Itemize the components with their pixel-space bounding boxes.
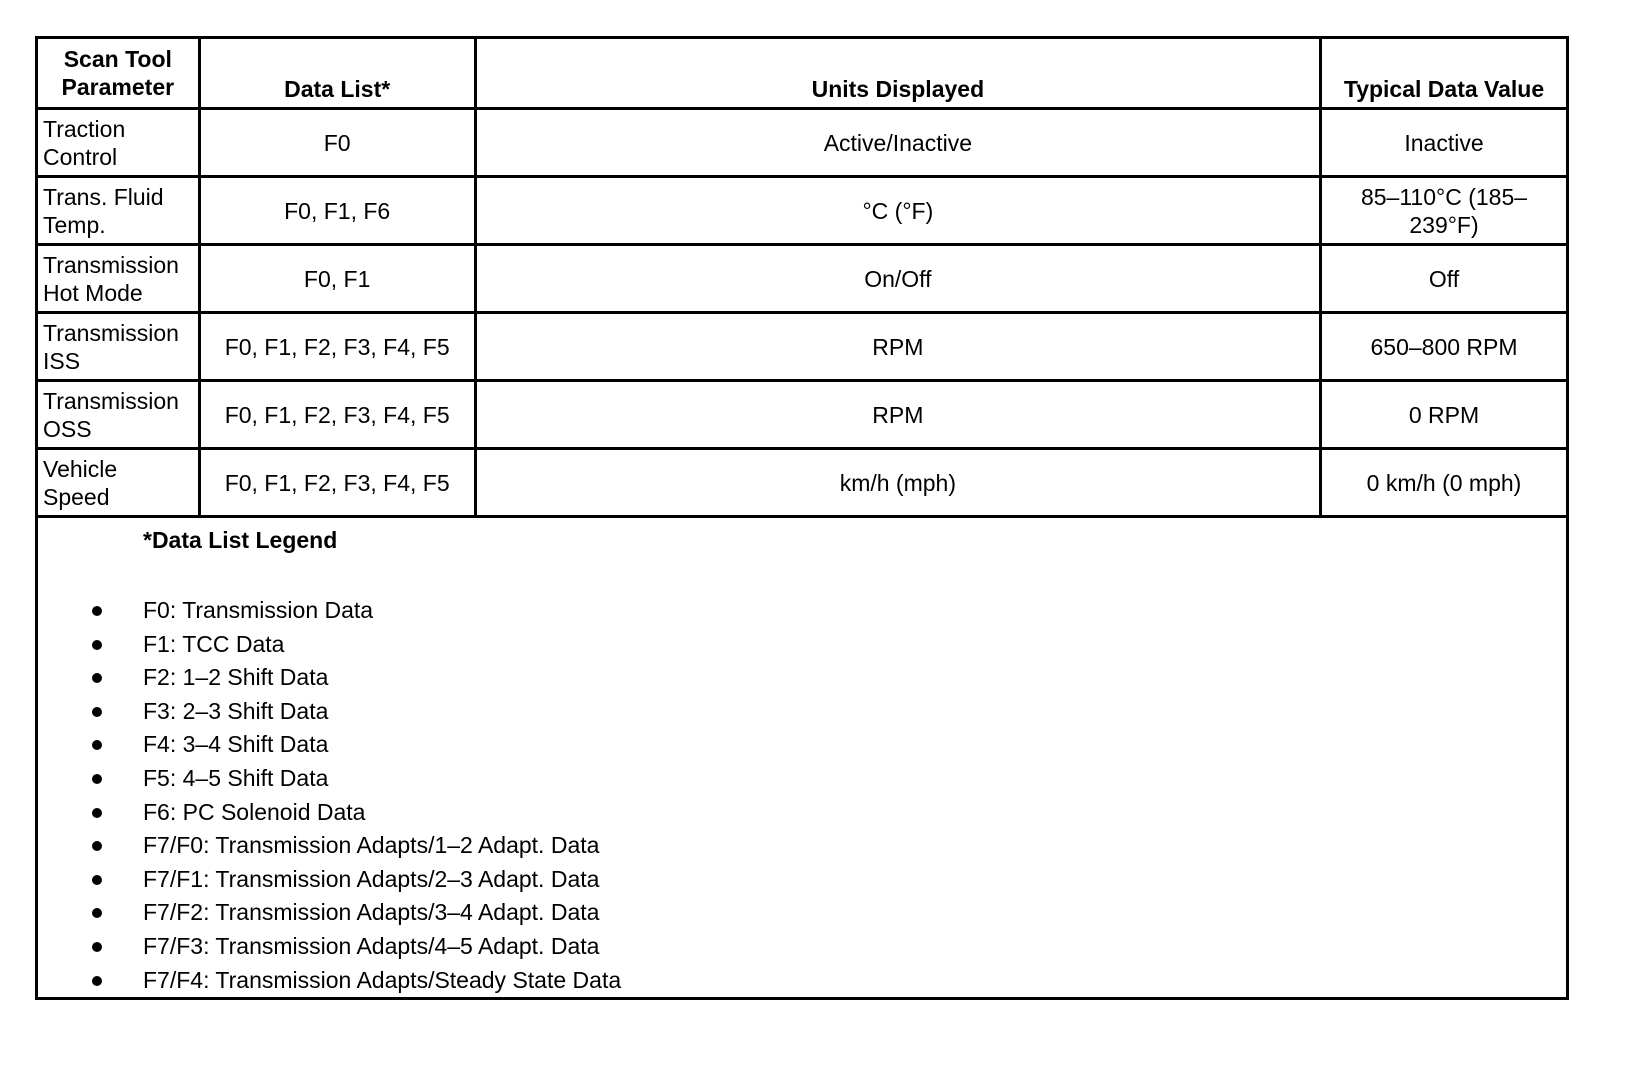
- units-cell: On/Off: [475, 245, 1320, 313]
- units-cell: RPM: [475, 313, 1320, 381]
- legend-item: [38, 896, 1566, 930]
- legend-list: [38, 594, 1566, 997]
- legend-item-text: F4: 3–4 Shift Data: [143, 731, 329, 758]
- bullet-icon: [92, 673, 102, 683]
- parameter-cell: [37, 449, 200, 517]
- typical-value-cell: [1321, 245, 1568, 313]
- bullet-icon: [92, 774, 102, 784]
- typical-value-cell: [1321, 109, 1568, 177]
- typical-value-cell: [1321, 449, 1568, 517]
- table-row: [37, 177, 1568, 245]
- header-typical-data-value: Typical Data Value: [1321, 38, 1568, 109]
- legend-item-text: F7/F1: Transmission Adapts/2–3 Adapt. Data: [143, 865, 600, 892]
- legend-item: [38, 863, 1566, 897]
- parameter-cell: [37, 381, 200, 449]
- parameter-line2: OSS: [43, 415, 92, 442]
- parameter-line2: Speed: [43, 483, 110, 510]
- data-list-legend: [37, 517, 1568, 999]
- legend-item: [38, 661, 1566, 695]
- data-list-cell: F0: [199, 109, 475, 177]
- parameter-line2: ISS: [43, 347, 81, 374]
- typical-value-cell: [1321, 177, 1568, 245]
- typical-value-line1: 0 km/h (0 mph): [1366, 469, 1522, 496]
- typical-value-cell: [1321, 313, 1568, 381]
- legend-item: [38, 695, 1566, 729]
- data-list-cell: F0, F1, F2, F3, F4, F5: [199, 449, 475, 517]
- parameter-line2: Hot Mode: [43, 279, 143, 306]
- legend-item-text: F2: 1–2 Shift Data: [143, 664, 329, 691]
- bullet-icon: [92, 875, 102, 885]
- header-data-list: Data List*: [199, 38, 475, 109]
- legend-item-text: F5: 4–5 Shift Data: [143, 764, 329, 791]
- legend-item-text: F7/F2: Transmission Adapts/3–4 Adapt. Data: [143, 899, 600, 926]
- bullet-icon: [92, 606, 102, 616]
- legend-row: [37, 517, 1568, 999]
- typical-value-line2: 239°F): [1409, 211, 1479, 238]
- typical-value-cell: [1321, 381, 1568, 449]
- legend-item: [38, 594, 1566, 628]
- legend-item: [38, 796, 1566, 830]
- parameter-line1: Transmission: [43, 387, 179, 414]
- parameter-line1: Traction: [43, 115, 126, 142]
- legend-item: [38, 964, 1566, 998]
- units-cell: °C (°F): [475, 177, 1320, 245]
- legend-item: [38, 930, 1566, 964]
- bullet-icon: [92, 841, 102, 851]
- legend-item-text: F7/F3: Transmission Adapts/4–5 Adapt. Data: [143, 932, 600, 959]
- parameter-cell: [37, 313, 200, 381]
- table-header-row: [37, 38, 1568, 109]
- legend-item: [38, 628, 1566, 662]
- typical-value-line1: 85–110°C (185–: [1360, 183, 1528, 210]
- parameter-line1: Transmission: [43, 319, 179, 346]
- legend-item-text: F7/F0: Transmission Adapts/1–2 Adapt. Data: [143, 832, 600, 859]
- legend-item-text: F7/F4: Transmission Adapts/Steady State Data: [143, 966, 622, 993]
- units-cell: Active/Inactive: [475, 109, 1320, 177]
- bullet-icon: [92, 808, 102, 818]
- bullet-icon: [92, 640, 102, 650]
- legend-item-text: F0: Transmission Data: [143, 597, 374, 623]
- parameter-cell: [37, 245, 200, 313]
- table-row: [37, 245, 1568, 313]
- data-list-cell: F0, F1, F2, F3, F4, F5: [199, 313, 475, 381]
- header-parameter-line2: Parameter: [61, 74, 175, 100]
- bullet-icon: [92, 740, 102, 750]
- units-cell: km/h (mph): [475, 449, 1320, 517]
- header-scan-tool-parameter: [37, 38, 200, 109]
- bullet-icon: [92, 942, 102, 952]
- bullet-icon: [92, 908, 102, 918]
- table-row: [37, 109, 1568, 177]
- typical-value-line1: 0 RPM: [1408, 401, 1480, 428]
- bullet-icon: [92, 707, 102, 717]
- legend-title: *Data List Legend: [143, 527, 338, 553]
- units-cell: RPM: [475, 381, 1320, 449]
- parameter-cell: [37, 109, 200, 177]
- table-row: [37, 381, 1568, 449]
- table-row: [37, 313, 1568, 381]
- legend-item: [38, 829, 1566, 863]
- data-list-cell: F0, F1: [199, 245, 475, 313]
- header-parameter-line1: Scan Tool: [63, 46, 172, 72]
- parameter-line2: Control: [43, 143, 118, 170]
- legend-item: [38, 728, 1566, 762]
- parameter-cell: [37, 177, 200, 245]
- legend-item-text: F1: TCC Data: [143, 630, 285, 657]
- parameter-line1: Trans. Fluid: [43, 183, 164, 210]
- parameter-line2: Temp.: [43, 211, 106, 238]
- header-units-displayed: Units Displayed: [475, 38, 1320, 109]
- legend-item: [38, 762, 1566, 796]
- parameter-line1: Transmission: [43, 251, 179, 278]
- legend-item-text: F6: PC Solenoid Data: [143, 798, 366, 825]
- typical-value-line1: 650–800 RPM: [1370, 333, 1518, 360]
- bullet-icon: [92, 976, 102, 986]
- scan-tool-data-table: [35, 36, 1569, 1000]
- parameter-line1: Vehicle: [43, 455, 118, 482]
- table-row: [37, 449, 1568, 517]
- data-list-cell: F0, F1, F6: [199, 177, 475, 245]
- legend-item-text: F3: 2–3 Shift Data: [143, 697, 329, 724]
- typical-value-line1: Inactive: [1404, 129, 1484, 156]
- data-list-cell: F0, F1, F2, F3, F4, F5: [199, 381, 475, 449]
- typical-value-line1: Off: [1428, 265, 1460, 292]
